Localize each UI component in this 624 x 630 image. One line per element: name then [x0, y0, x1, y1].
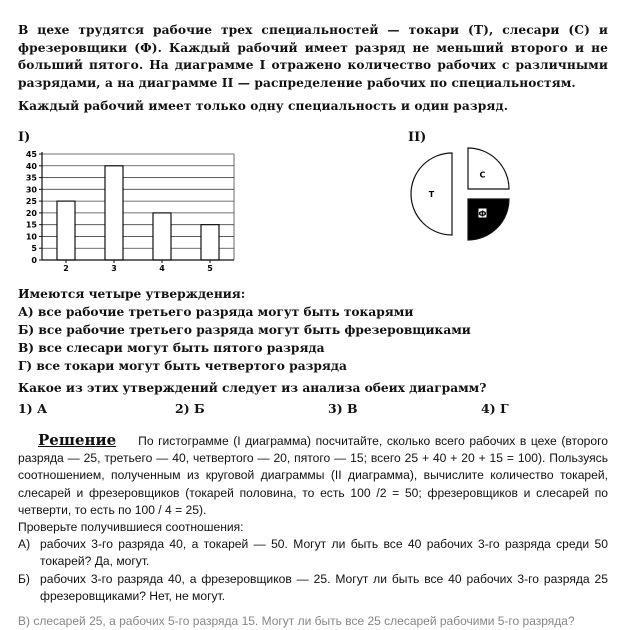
cutoff-line: В) слесарей 25, а рабочих 5-го разряда 15. Могут ли быть все 25 слесарей рабочими 5-го разряда?: [18, 614, 575, 628]
y-tick-label: 35: [25, 173, 37, 183]
pie-label: С: [479, 170, 486, 180]
y-tick-label: 20: [25, 208, 37, 218]
y-tick-label: 10: [25, 232, 37, 242]
solution-item-b-marker: Б): [18, 571, 30, 586]
diagram-2-label: II): [408, 130, 427, 145]
problem-statement: [18, 22, 608, 116]
solution-item-b: [18, 571, 608, 605]
x-tick-label: 2: [63, 264, 69, 273]
bar: [105, 166, 123, 260]
bar: [153, 213, 171, 260]
pie-slice: [468, 199, 509, 240]
y-tick-label: 25: [25, 197, 37, 207]
y-tick-label: 0: [31, 256, 37, 265]
bar-chart-ranks: [20, 146, 250, 274]
statement-c: В) все слесари могут быть пятого разряда: [18, 341, 325, 355]
pie-slice: [468, 148, 509, 189]
statement-a: А) все рабочие третьего разряда могут быть токарями: [18, 305, 414, 319]
x-tick-label: 3: [111, 264, 117, 273]
pie-label: Ф: [478, 209, 487, 219]
y-tick-label: 5: [31, 244, 37, 254]
x-tick-label: 4: [159, 264, 165, 273]
problem-paragraph-1: В цехе трудятся рабочие трех специальностей — токари (Т), слесари (С) и фрезеровщики (Ф). Каждый рабочий имеет разряд не меньший второго и не больший пятого. На диаграмме I отражено количество рабочих с различными разрядами, а на диаграмме II — распределение рабочих по специальностям.: [18, 23, 608, 90]
x-tick-label: 5: [207, 264, 213, 273]
solution-title: Решение: [38, 431, 117, 449]
answer-option-4[interactable]: 4) Г: [481, 401, 509, 416]
problem-paragraph-2: Каждый рабочий имеет только одну специальность и один разряд.: [18, 99, 509, 114]
pie-label: Т: [428, 190, 435, 199]
diagram-1-label: I): [18, 130, 31, 145]
answer-option-3[interactable]: 3) В: [328, 401, 358, 416]
answer-option-1[interactable]: 1) А: [18, 401, 48, 416]
solution-text: По гистограмме (I диаграмма) посчитайте, сколько всего рабочих в цехе (второго разряда — 25, третьего — 40, четвертого — 20, пятого — 15; всего 25 + 40 + 20 + 15 = 100). Пользуясь соотношением, полученным из круговой диаграммы (II диаграмма), вычислите количество токарей, слесарей и фрезеровщиков (токарей половина, то есть 100 /2 = 50; фрезеровщиков и слесарей по четверти, то есть по 100 / 4 = 25).: [18, 434, 608, 517]
y-tick-label: 40: [25, 161, 37, 171]
answer-option-2[interactable]: 2) Б: [175, 401, 205, 416]
statements-intro: Имеются четыре утверждения:: [18, 287, 246, 301]
bar: [57, 201, 75, 260]
answer-options: [18, 401, 608, 417]
statements-block: [18, 285, 608, 397]
solution-item-a: [18, 536, 608, 570]
y-tick-label: 15: [25, 220, 37, 230]
y-tick-label: 45: [25, 150, 37, 159]
statement-d: Г) все токари могут быть четвертого разряда: [18, 359, 347, 373]
bar: [201, 225, 219, 260]
solution-paragraph: [18, 432, 608, 519]
pie-chart-specialties: [406, 144, 518, 244]
solution-block: [18, 432, 608, 605]
solution-item-b-text: рабочих 3-го разряда 40, а фрезеровщиков — 25. Могут ли быть все 40 рабочих 3-го разряда 25 фрезеровщиками? Нет, не могут.: [40, 571, 608, 603]
pie-slices: [411, 148, 509, 240]
solution-item-a-text: рабочих 3-го разряда 40, а токарей — 50. Могут ли быть все 40 рабочих 3-го разряда среди 50 токарей? Да, могут.: [40, 537, 608, 569]
y-tick-label: 30: [25, 185, 37, 195]
solution-item-a-marker: А): [18, 537, 31, 552]
question-text: Какое из этих утверждений следует из анализа обеих диаграмм?: [18, 381, 487, 395]
solution-check: Проверьте получившиеся соотношения:: [18, 520, 244, 535]
statement-b: Б) все рабочие третьего разряда могут быть фрезеровщиками: [18, 323, 471, 337]
